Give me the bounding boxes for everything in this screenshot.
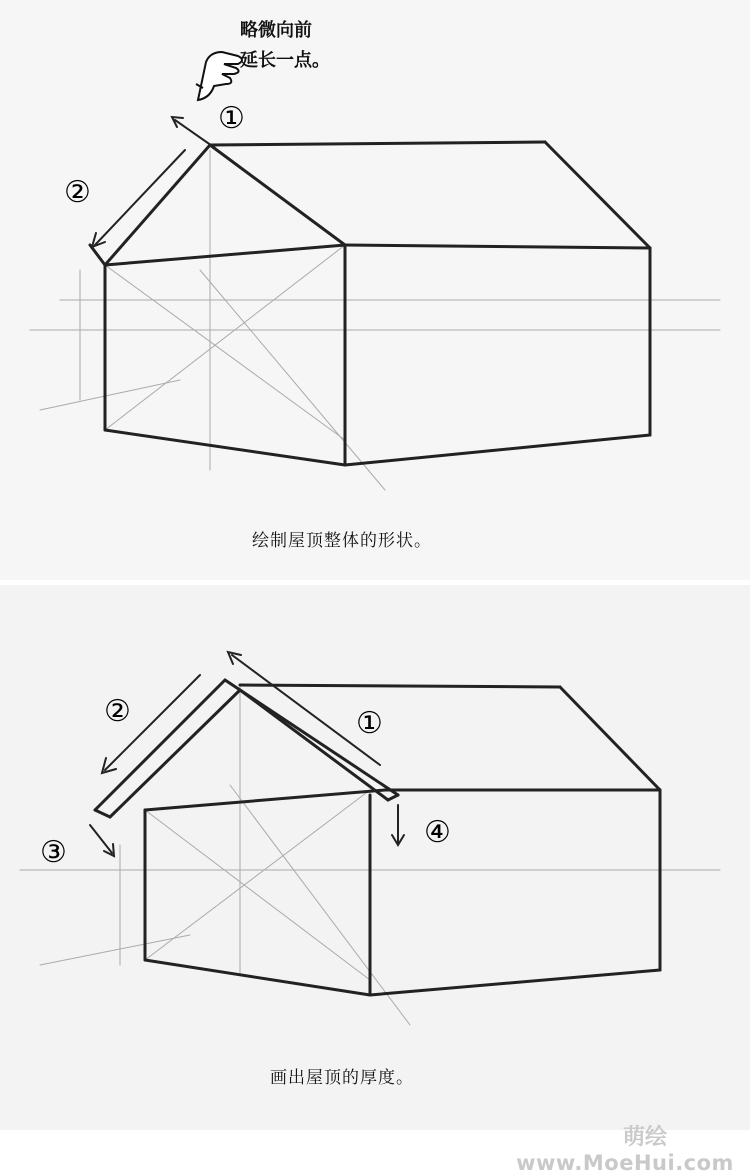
watermark <box>500 1120 750 1175</box>
step-number-4: ④ <box>424 815 451 850</box>
note-line-2: 延长一点。 <box>240 50 330 71</box>
watermark-brand: 萌绘 <box>622 1125 667 1150</box>
bottom-sketch-panel <box>0 585 750 1130</box>
house-sketch-roof-thickness <box>0 585 750 1130</box>
watermark-url: www.MoeHui.com <box>516 1151 734 1175</box>
note-line-1: 略微向前 <box>240 20 312 41</box>
pointing-hand-icon <box>0 0 750 580</box>
top-sketch-panel <box>0 0 750 580</box>
step-number-2: ② <box>64 175 91 210</box>
step-number-2: ② <box>104 694 131 729</box>
top-caption: 绘制屋顶整体的形状。 <box>252 531 432 551</box>
bottom-caption: 画出屋顶的厚度。 <box>270 1068 414 1088</box>
step-number-1: ① <box>218 101 245 136</box>
step-number-3: ③ <box>40 835 67 870</box>
step-number-1: ① <box>356 706 383 741</box>
